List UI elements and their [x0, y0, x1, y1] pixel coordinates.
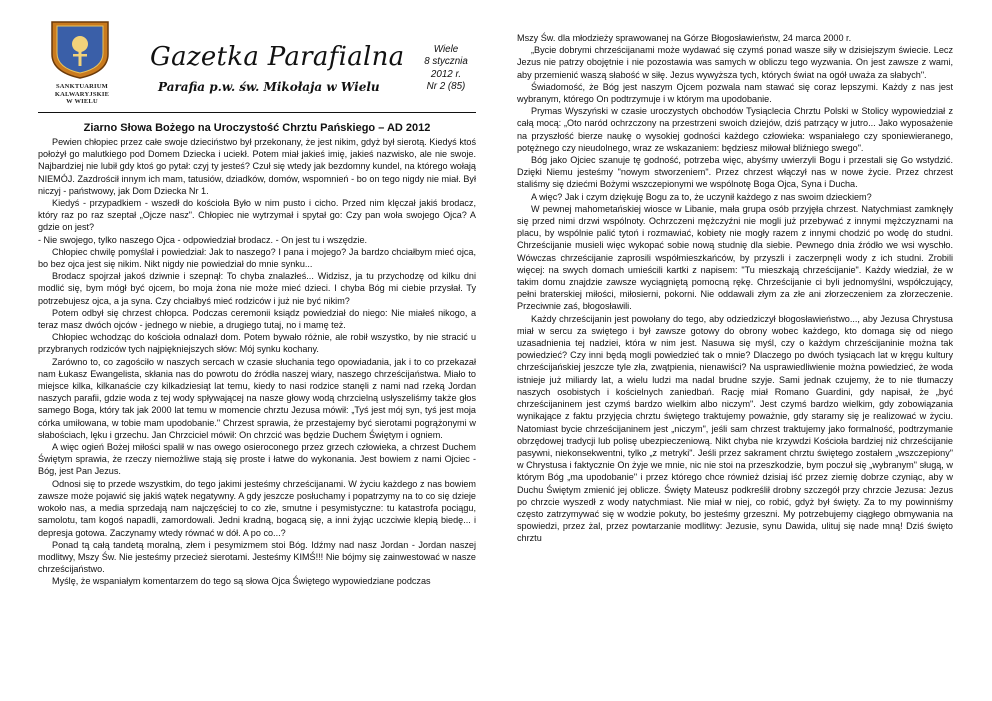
issue-place: Wiele [433, 44, 459, 55]
paragraph: Mszy Św. dla młodzieży sprawowanej na Górze Błogosławieństw, 24 marca 2000 r. [517, 33, 852, 43]
header-divider [38, 112, 476, 113]
left-column [38, 0, 476, 701]
paragraph: A więc ogień Bożej miłości spalił w nas owego osieroconego przez grzech człowieka, a chrzest Duchem Świętym sprawia, że rzeczy niemożliwe stają się proste i łatwe do wykonania. Jest bowiem z nami Ojciec - Bóg, jest Pan Jezus. [38, 442, 476, 477]
paragraph: „Bycie dobrymi chrześcijanami może wydawać się czymś ponad wasze siły w dzisiejszym świecie. Lecz Jezus nie patrzy obojętnie i nie pozostawia was samych w obliczu tego wyzwania. On jest zawsze z wami, aby przemienić waszą słabość w siłę. Jezus wywyższa tych, których świat na ogół uważa za słabych". [517, 45, 953, 80]
issue-date: 8 stycznia [424, 56, 468, 68]
right-column [517, 0, 953, 701]
paragraph: Kiedyś - przypadkiem - wszedł do kościoła Było w nim pusto i cicho. Przed nim klęczał jakiś brodacz, który raz po raz szeptał „Ojcze nasz". Chłopiec nie wytrzymał i spytał go: Czy pan woła swojego Ojca? A gdzie on jest? [38, 198, 476, 233]
seal-caption-line: SANKTUARIUM [55, 83, 109, 90]
paragraph: Potem odbył się chrzest chłopca. Podczas ceremonii ksiądz powiedział do niego: Nie miałeś nikogo, a teraz masz dwóch ojców - jednego w niebie, a drugiego tutaj, no i mamę też. [38, 307, 476, 331]
paragraph: A więc? Jak i czym dziękuję Bogu za to, że uczynił każdego z nas swoim dzieckiem? [531, 191, 872, 202]
issue-year: 2012 r. [430, 68, 462, 80]
masthead [38, 0, 476, 118]
paragraph: Każdy chrześcijanin jest powołany do tego, aby odziedziczył błogosławieństwo..., aby Jezusa Chrystusa miał w sercu za swiętego i był zawsze gotowy do obrony wobec każdego, kto domaga się od niego uzasadnienia tej nadziei, która w nim jest. Nasuwa się myśl, czy o każdym chrześcijaninie można tak powiedzieć? Czy inni będą mogli powiedzieć tak o mnie? Dlaczego po dwóch tysiącach lat w kręgu kultury chrześcijańskiej jeszcze tyle zła, zwątpienia, nienawiści? Na usprawiedliwienie można powiedzieć, że woda istnieje już miliardy lat, a wielu ludzi ma nadal brudne szyje. Sami jednak czujemy, że to nie tłumaczy naszych osobistych i kościelnych zaniedbań. Rację miał Romano Guardini, gdy napisał, że „być chrześcijaninem jest czymś bardzo wielkim albo niczym". Jest czymś bardzo wielkim, gdy zobowiązania wynikające z faktu przyjęcia chrztu świętego traktujemy poważnie, gdy staramy się je realizować w życiu. Natomiast bycie chrześcijaninem jest „niczym", jeśli sam chrzest traktujemy jako formalność, podtrzymanie obrzędowej tradycji lub polisę ubezpieczeniową. Nikt chyba nie krzywdzi Kościoła bardziej niż chrześcijanie pasywni, niekonsekwentni, tylko „z metryki". Jeśli przez sakrament chrztu świętego zostałem „wszczepiony" w Chrystusa i faktycznie On żyje we mnie, nic nie stoi na przeszkodzie, bym poczuł się „wybranym" sługą, w którym Bóg „ma upodobanie" i przez którego chce również dzisiaj iść przez ziemię dobrze czyniąc, aby w Duchu Świętym zmienić jej oblicze. Święty Mateusz podkreślił drobny szczegół przy chrzcie Jezusa: Jezus po chrzcie wyszedł z wody natychmiast. Nie miał w niej, co robić, gdyż był święty. Za to my powinniśmy często zatrzymywać się w wodzie pokuty, bo jesteśmy grzeszni. My potrzebujemy ciągłego obmywania na spowiedzi, przez żal, przez powtarzanie modlitwy: Jezusie, synu Dawida, ulituj się nade mną! Dziś święto chrztu [517, 313, 953, 544]
parish-subtitle: Parafia p.w. św. Mikołaja w Wielu [158, 80, 380, 94]
paragraph: Zarówno to, co zagościło w naszych sercach w czasie słuchania tego opowiadania, jak i to co przekazał nam Łukasz Ewangelista, skłania nas do powrotu do źródła naszej wiary, naszego chrześcijaństwa. Miało to miejsce kilka, kilkanaście czy kilkadziesiąt lat temu, kiedy to nasi rodzice stanęli z nami nad rzeką Jordan naszych parafii, gdzie woda z tej wody spływającej na nasze głowy wodą chrzcielną usłyszeliśmy także głos samego Boga, który tak jak 2000 lat temu w momencie chrztu Jezusa mówił: „Tyś jest mój syn, tyś jest moja córka umiłowana, w tobie mam upodobanie." Chrzest sprawia, że przestajemy być sierotami pogrążonymi w słabościach, lęku i grzechu. Jan Chrzciciel mówił: On chrzcić was będzie Duchem Świętym i ogniem. [38, 356, 476, 440]
paragraph: Świadomość, że Bóg jest naszym Ojcem pozwala nam stawać się coraz lepszymi. Każdy z nas jest wybranym, którego On podtrzymuje i w którym ma upodobanie. [517, 81, 953, 105]
seal-caption [42, 83, 122, 106]
issue-info [422, 44, 470, 94]
paragraph: - Nie swojego, tylko naszego Ojca - odpowiedział brodacz. - On jest tu i wszędzie. [38, 234, 368, 245]
paragraph: Prymas Wyszyński w czasie uroczystych obchodów Tysiąclecia Chrztu Polski w Stolicy wypowiedział z całą mocą: „Oto naród ochrzczony na przestrzeni swoich dziejów, dziś patrzący w jutro... Jako wyposażenie na przyszłość bierze naukę o wysokiej godności każdego człowieka: wspaniałego czy sponiewieranego, potężnego czy nieudolnego, wraz ze wskazaniem: będziesz miłował bliźniego swego". [517, 106, 953, 153]
paragraph: Ponad tą całą tandetą moralną, złem i pesymizmem stoi Bóg. Idźmy nad nasz Jordan - Jordan naszej modlitwy, Mszy Św. Nie jesteśmy przecież sierotami. Jesteśmy KIMŚ!!! Nie bójmy się zainwestować w nasze chrześcijaństwo. [38, 539, 476, 575]
sanctuary-seal-icon [46, 20, 114, 80]
issue-number: Nr 2 (85) [426, 81, 466, 93]
seal-caption-line: W WIELU [66, 98, 98, 105]
paragraph: Myślę, że wspaniałym komentarzem do tego są słowa Ojca Świętego wypowiedziane podczas [52, 576, 431, 587]
article-body-left [38, 136, 476, 588]
paragraph: Brodacz spojrzał jakoś dziwnie i szepnął: To chyba znalazłeś... Widzisz, ja tu przychodzę od kilku dni modlić się, bym mógł być ojcem, bo moja żona nie może mieć dzieci. I chyba Bóg mi ciebie przysłał. Ty potrzebujesz ojca, a ja syna. Czy chciałbyś mieć rodziców i już nie być nikim? [38, 271, 476, 306]
seal-caption-line: KALWARYJSKIE [54, 90, 110, 98]
paragraph: Pewien chłopiec przez całe swoje dzieciństwo był przekonany, że jest nikim, gdyż był sierotą. Kiedyś ktoś położył go malutkiego pod Domem Dziecka i uciekł. Potem miał jakieś imię, jakieś nazwisko, ale nie swoje. Najbardziej nie lubił gdy ktoś go pytał: czyj ty jesteś? Czuł się wtedy jak bezdomny kundel, na którego wołają NIEMÓJ. Zazdrościł innym ich mam, tatusiów, dziadków, domów, wspomnień - bo on tego nigdy nie miał. Był niczyj - państwowy, jak Dom Dziecka Nr 1. [38, 137, 476, 196]
paragraph: Bóg jako Ojciec szanuje tę godność, potrzeba więc, abyśmy uwierzyli Bogu i przestali się Go wstydzić. Dzięki Niemu jesteśmy "nowym stworzeniem". Przez chrzest włączył nas w nowe życie. Przez chrzest staliśmy się dziećmi Bożymi wszczepionymi we wspólnotę Boga Ojca, Syna i Ducha. [517, 155, 953, 190]
paragraph: Chłopiec chwilę pomyślał i powiedział: Jak to naszego? I pana i mojego? Ja bardzo chciałbym mieć ojca, bo bez ojca jest się nikim. Nikt nigdy nie powiedział do mnie synku... [38, 246, 476, 270]
article-body-right [517, 0, 953, 545]
paragraph: Chłopiec wchodząc do kościoła odnalazł dom. Potem bywało różnie, ale robił wszystko, by nie stracić u przybranych rodziców tych najpiękniejszych słów: Mój synku kochany. [38, 332, 476, 355]
paragraph: Odnosi się to przede wszystkim, do tego jakimi jesteśmy chrześcijanami. W życiu każdego z nas bowiem zawsze może pojawić się jakiś wątek negatywny. A gdy jeszcze posłuchamy i popatrzymy na to co się dzieje wokoło nas, a media sprzedają nam najczęściej to co złe, smutne i pesymistyczne: tu katastrofa pociągu, samolotu, tam kogoś napadli, zamordowali. Jedni kradną, bogacą się, a inni żyjąc uczciwie klepią biedę... i depresja gotowa. Zaczynamy wtedy równać w dół. A po co...? [38, 478, 476, 538]
article-title: Ziarno Słowa Bożego na Uroczystość Chrztu Pańskiego – AD 2012 [83, 122, 431, 134]
newsletter-title: Gazetka Parafialna [150, 42, 405, 72]
paragraph: W pewnej mahometańskiej wiosce w Libanie, mała grupa osób przyjęła chrzest. Natychmiast zamknęły się przed nimi drzwi wspólnoty. Ochrzczeni mężczyźni nie mogli już przebywać z innymi mężczyznami na placu, by wspólnie palić tytoń i rozmawiać, kobiety nie mogły razem z innymi chodzić po wodę do studni. Chrześcijanie musieli więc wykopać sobie nową studnię dla siebie. Pewnego dnia źródło we wsi wyschło. Wówczas chrześcijanie zaprosili współmieszkańców, by przyszli i zaczerpnęli wody z ich studni. Zrobili więcej: na swych domach umieścili kartki z napisem: "Tu mieszkają chrześcijanie". Każdy wiedział, że w takim domu znajdzie zawsze wyciągniętą pomocną rękę. Chrześcijanie ci byli jednomyślni, współczujący, pełni braterskiej miłości, miłosierni, pokorni. Nie oddawali złym za złe ani złorzeczeniem za złorzeczenie. Przeciwnie zaś, błogosławili. [517, 203, 953, 312]
